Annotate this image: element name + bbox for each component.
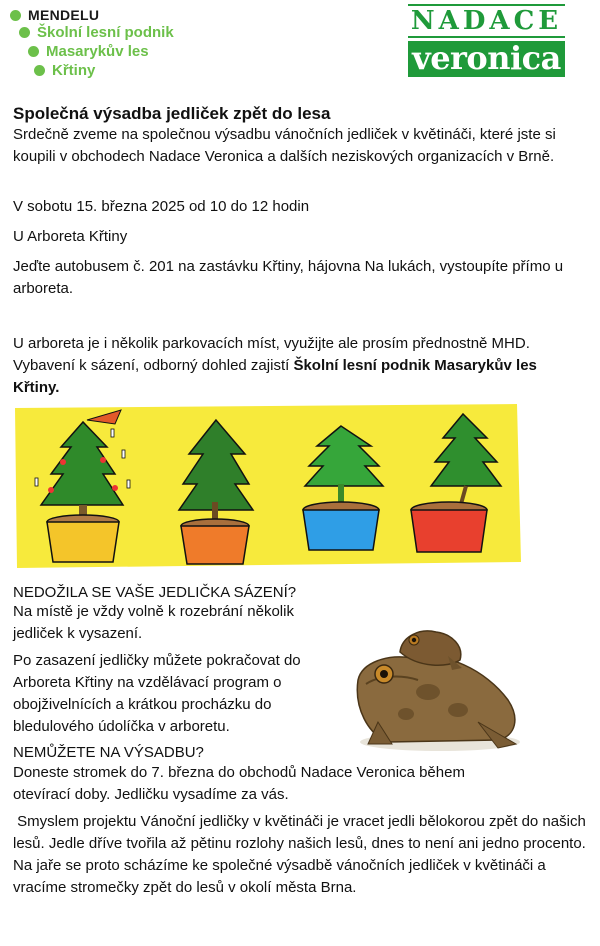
nadace-veronica-logo: [408, 4, 565, 80]
parking-paragraph: [13, 333, 553, 399]
mendelu-brand-line: [10, 6, 99, 24]
cannot-come-heading: NEMŮŽETE NA VÝSADBU?: [13, 744, 204, 761]
page-title: Společná výsadba jedliček zpět do lesa: [13, 104, 331, 123]
mendelu-line-1: [19, 24, 174, 42]
green-dot-icon: [19, 27, 30, 38]
cannot-come-text: Doneste stromek do 7. března do obchodů Nadace Veronica během otevírací doby. Jedličku vysadíme za vás.: [13, 764, 465, 803]
green-dot-icon: [10, 10, 21, 21]
nadace-logo-top: NADACE: [408, 4, 565, 38]
green-dot-icon: [28, 46, 39, 57]
mendelu-brand: MENDELU: [28, 7, 100, 23]
toad-photo: [348, 622, 526, 754]
mendelu-line-2: [28, 43, 149, 61]
mendelu-line-3: [34, 62, 95, 80]
mendelu-line-text: Školní lesní podnik: [37, 24, 174, 41]
project-purpose-paragraph: Smyslem projektu Vánoční jedličky v květináči je vracet jedli bělokorou zpět do našich lesů. Jedle dříve tvořila až pětinu rozlohy našich lesů, dnes to není ani jedno procento. Na jaře se proto scházíme ke společné výsadbě vánočních jedliček v květináči a vracíme stromečky zpět do lesů v okolí města Brna.: [13, 813, 591, 896]
intro-paragraph: Srdečně zveme na společnou výsadbu vánočních jedliček v květináči, které jste si koupili v obchodech Nadace Veronica a dalších neziskových organizacích v Brně.: [13, 126, 556, 165]
event-date: V sobotu 15. března 2025 od 10 do 12 hodin: [13, 198, 310, 215]
fir-trees-in-pots-illustration: [11, 402, 523, 572]
mendelu-line-text: Křtiny: [52, 62, 96, 79]
bus-directions: Jeďte autobusem č. 201 na zastávku Křtiny, hájovna Na lukách, vystoupíte přímo u arboreta.: [13, 258, 564, 297]
program-paragraph: Po zasazení jedličky můžete pokračovat do Arboreta Křtiny na vzdělávací program o obojživelnících a krátkou procházku do bledulového údolíčka v arboretu.: [13, 652, 301, 735]
parking-text: U arboreta je i několik parkovacích míst, využijte ale prosím přednostně MHD. Vybavení k sázení, odborný dohled zajistí: [13, 335, 530, 374]
event-place: U Arboreta Křtiny: [13, 228, 128, 245]
not-survived-text: Na místě je vždy volně k rozebrání několik jedliček k vysazení.: [13, 603, 294, 642]
green-dot-icon: [34, 65, 45, 76]
parking-end: .: [55, 379, 60, 396]
nadace-logo-bottom: veronica: [408, 41, 565, 77]
mendelu-line-text: Masarykův les: [46, 43, 149, 60]
not-survived-heading: NEDOŽILA SE VAŠE JEDLIČKA SÁZENÍ?: [13, 584, 297, 601]
organizer-name: Školní lesní podnik Masarykův les Křtiny: [13, 357, 537, 396]
